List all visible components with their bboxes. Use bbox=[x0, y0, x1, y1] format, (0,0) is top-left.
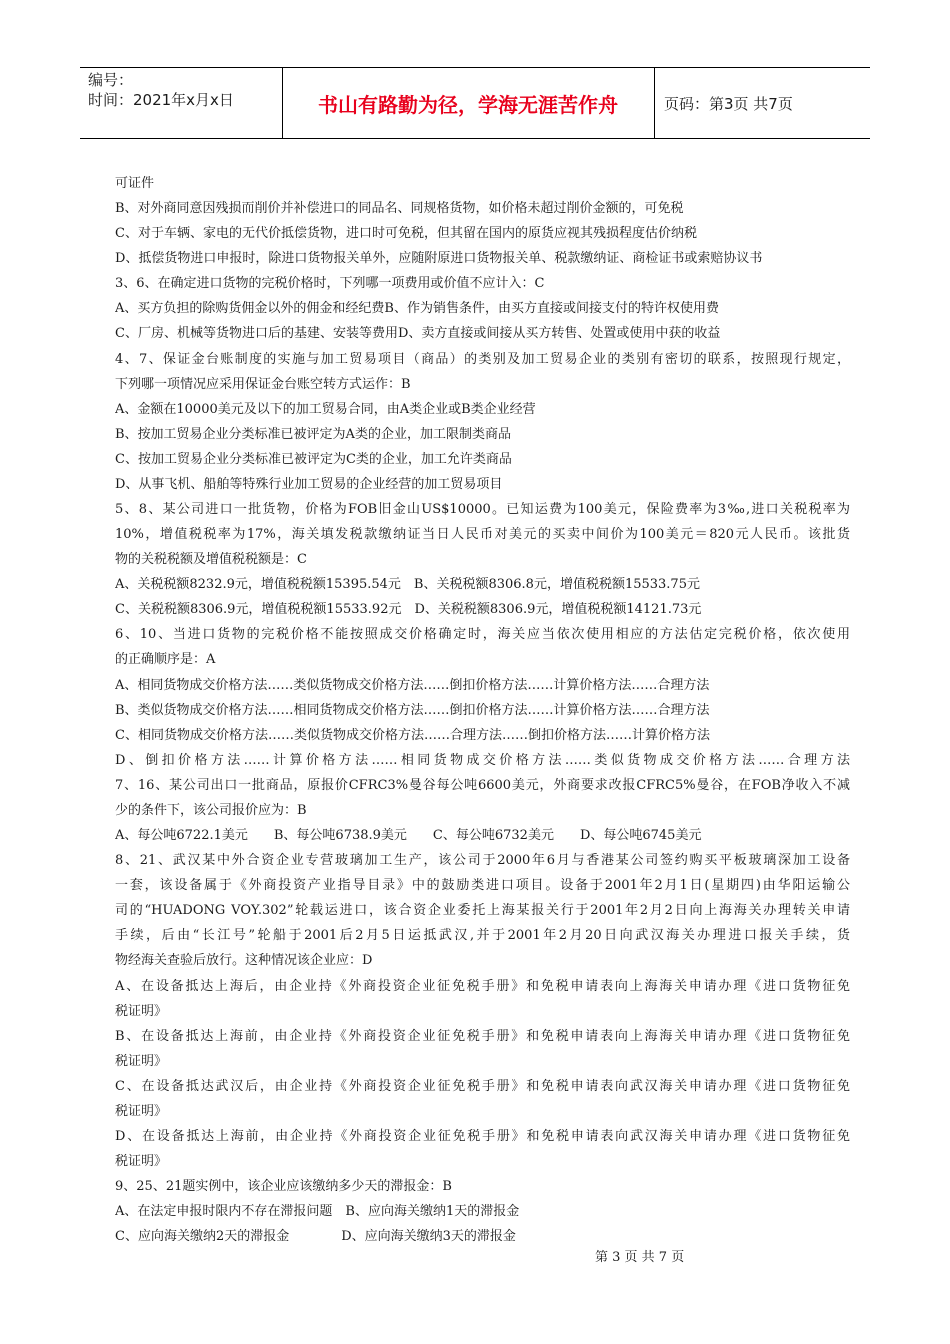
text-line: A、关税税额8232.9元，增值税税额15395.54元 B、关税税额8306.8元，增值税税额15533.75元 bbox=[115, 577, 700, 593]
text-line: D、抵偿货物进口申报时，除进口货物报关单外，应随附原进口货物报关单、税款缴纳证、商检证书或索赔协议书 bbox=[115, 251, 763, 267]
header-motto: 书山有路勤为径，学海无涯苦作舟 bbox=[318, 92, 618, 117]
text-line: D、倒扣价格方法……计算价格方法……相同货物成交价格方法……类似货物成交价格方法……合理方法 bbox=[115, 752, 850, 768]
text-line: B、类似货物成交价格方法……相同货物成交价格方法……倒扣价格方法……计算价格方法……合理方法 bbox=[115, 702, 710, 718]
text-line: B、在设备抵达上海前，由企业持《外商投资企业征免税手册》和免税申请表向上海海关申请办理《进口货物征免 bbox=[115, 1028, 850, 1044]
header-meta bbox=[88, 70, 278, 110]
text-line: B、按加工贸易企业分类标准已被评定为A类的企业，加工限制类商品 bbox=[115, 426, 511, 442]
text-line: 税证明》 bbox=[115, 1154, 168, 1170]
text-line: C、关税税额8306.9元，增值税税额15533.92元 D、关税税额8306.9元，增值税税额14121.73元 bbox=[115, 602, 702, 618]
text-line: A、相同货物成交价格方法……类似货物成交价格方法……倒扣价格方法……计算价格方法……合理方法 bbox=[115, 677, 710, 693]
text-line: A、金额在10000美元及以下的加工贸易合同，由A类企业或B类企业经营 bbox=[115, 401, 536, 417]
text-line: 手续，后由“长江号”轮船于2001后2月5日运抵武汉,并于2001年2月20日向武汉海关办理进口报关手续，货 bbox=[115, 928, 850, 944]
text-line: C、应向海关缴纳2天的滞报金 D、应向海关缴纳3天的滞报金 bbox=[115, 1229, 516, 1245]
document-body bbox=[115, 171, 850, 1249]
text-line: 10%，增值税税率为17%，海关填发税款缴纳证当日人民币对美元的买卖中间价为100美元＝820元人民币。该批货 bbox=[115, 527, 850, 543]
text-line: 一套，该设备属于《外商投资产业指导目录》中的鼓励类进口项目。设备于2001年2月1日(星期四)由华阳运输公 bbox=[115, 878, 850, 894]
text-line: 8、21、武汉某中外合资企业专营玻璃加工生产，该公司于2000年6月与香港某公司签约购买平板玻璃深加工设备 bbox=[115, 853, 850, 869]
text-line: B、对外商同意因残损而削价并补偿进口的同品名、同规格货物，如价格未超过削价金额的，可免税 bbox=[115, 201, 684, 217]
page-footer: 第 3 页 共 7 页 bbox=[595, 1250, 685, 1265]
document-time-label: 时间：2021年x月x日 bbox=[88, 91, 234, 109]
text-line: 可证件 bbox=[115, 176, 155, 191]
text-line: 物的关税税额及增值税税额是：C bbox=[115, 552, 307, 568]
text-line: 税证明》 bbox=[115, 1053, 168, 1069]
text-line: 4、7、保证金台账制度的实施与加工贸易项目（商品）的类别及加工贸易企业的类别有密切的联系，按照现行规定， bbox=[115, 351, 850, 367]
text-line: D、从事飞机、船舶等特殊行业加工贸易的企业经营的加工贸易项目 bbox=[115, 476, 503, 492]
text-line: 司的“HUADONG VOY.302”轮载运进口，该合资企业委托上海某报关行于2001年2月2日向上海海关办理转关申请 bbox=[115, 903, 850, 919]
text-line: 7、16、某公司出口一批商品，原报价CFRC3%曼谷每公吨6600美元，外商要求改报CFRC5%曼谷，在FOB净收入不减 bbox=[115, 777, 850, 793]
text-line: 下列哪一项情况应采用保证金台账空转方式运作：B bbox=[115, 376, 411, 392]
document-number-label: 编号： bbox=[88, 71, 134, 89]
text-line: C、相同货物成交价格方法……类似货物成交价格方法……合理方法……倒扣价格方法……计算价格方法 bbox=[115, 727, 710, 743]
text-line: A、在设备抵达上海后，由企业持《外商投资企业征免税手册》和免税申请表向上海海关申请办理《进口货物征免 bbox=[115, 978, 850, 994]
text-line: 物经海关查验后放行。这种情况该企业应：D bbox=[115, 953, 373, 969]
text-line: A、每公吨6722.1美元 B、每公吨6738.9美元 C、每公吨6732美元 D、每公吨6745美元 bbox=[115, 828, 702, 844]
text-line: A、买方负担的除购货佣金以外的佣金和经纪费B、作为销售条件，由买方直接或间接支付的特许权使用费 bbox=[115, 301, 719, 317]
text-line: D、在设备抵达上海前，由企业持《外商投资企业征免税手册》和免税申请表向武汉海关申请办理《进口货物征免 bbox=[115, 1128, 850, 1144]
text-line: C、按加工贸易企业分类标准已被评定为C类的企业，加工允许类商品 bbox=[115, 451, 512, 467]
text-line: 9、25、21题实例中，该企业应该缴纳多少天的滞报金：B bbox=[115, 1179, 452, 1195]
text-line: 税证明》 bbox=[115, 1003, 168, 1019]
text-line: 税证明》 bbox=[115, 1103, 168, 1119]
text-line: C、厂房、机械等货物进口后的基建、安装等费用D、卖方直接或间接从买方转售、处置或使用中获的收益 bbox=[115, 326, 721, 342]
header-divider bbox=[654, 68, 655, 138]
text-line: 的正确顺序是：A bbox=[115, 652, 216, 668]
text-line: 少的条件下，该公司报价应为：B bbox=[115, 802, 307, 818]
text-line: 5、8、某公司进口一批货物，价格为FOB旧金山US$10000。已知运费为100美元，保险费率为3‰,进口关税税率为 bbox=[115, 502, 850, 518]
page-header bbox=[80, 67, 870, 139]
text-line: 3、6、在确定进口货物的完税价格时，下列哪一项费用或价值不应计入：C bbox=[115, 276, 545, 292]
text-line: C、在设备抵达武汉后，由企业持《外商投资企业征免税手册》和免税申请表向武汉海关申请办理《进口货物征免 bbox=[115, 1078, 850, 1094]
header-page-info: 页码：第3页 共7页 bbox=[664, 94, 793, 113]
text-line: A、在法定申报时限内不存在滞报问题 B、应向海关缴纳1天的滞报金 bbox=[115, 1204, 520, 1220]
text-line: 6、10、当进口货物的完税价格不能按照成交价格确定时，海关应当依次使用相应的方法估定完税价格，依次使用 bbox=[115, 627, 850, 643]
text-line: C、对于车辆、家电的无代价抵偿货物，进口时可免税，但其留在国内的原货应视其残损程度估价纳税 bbox=[115, 226, 697, 242]
